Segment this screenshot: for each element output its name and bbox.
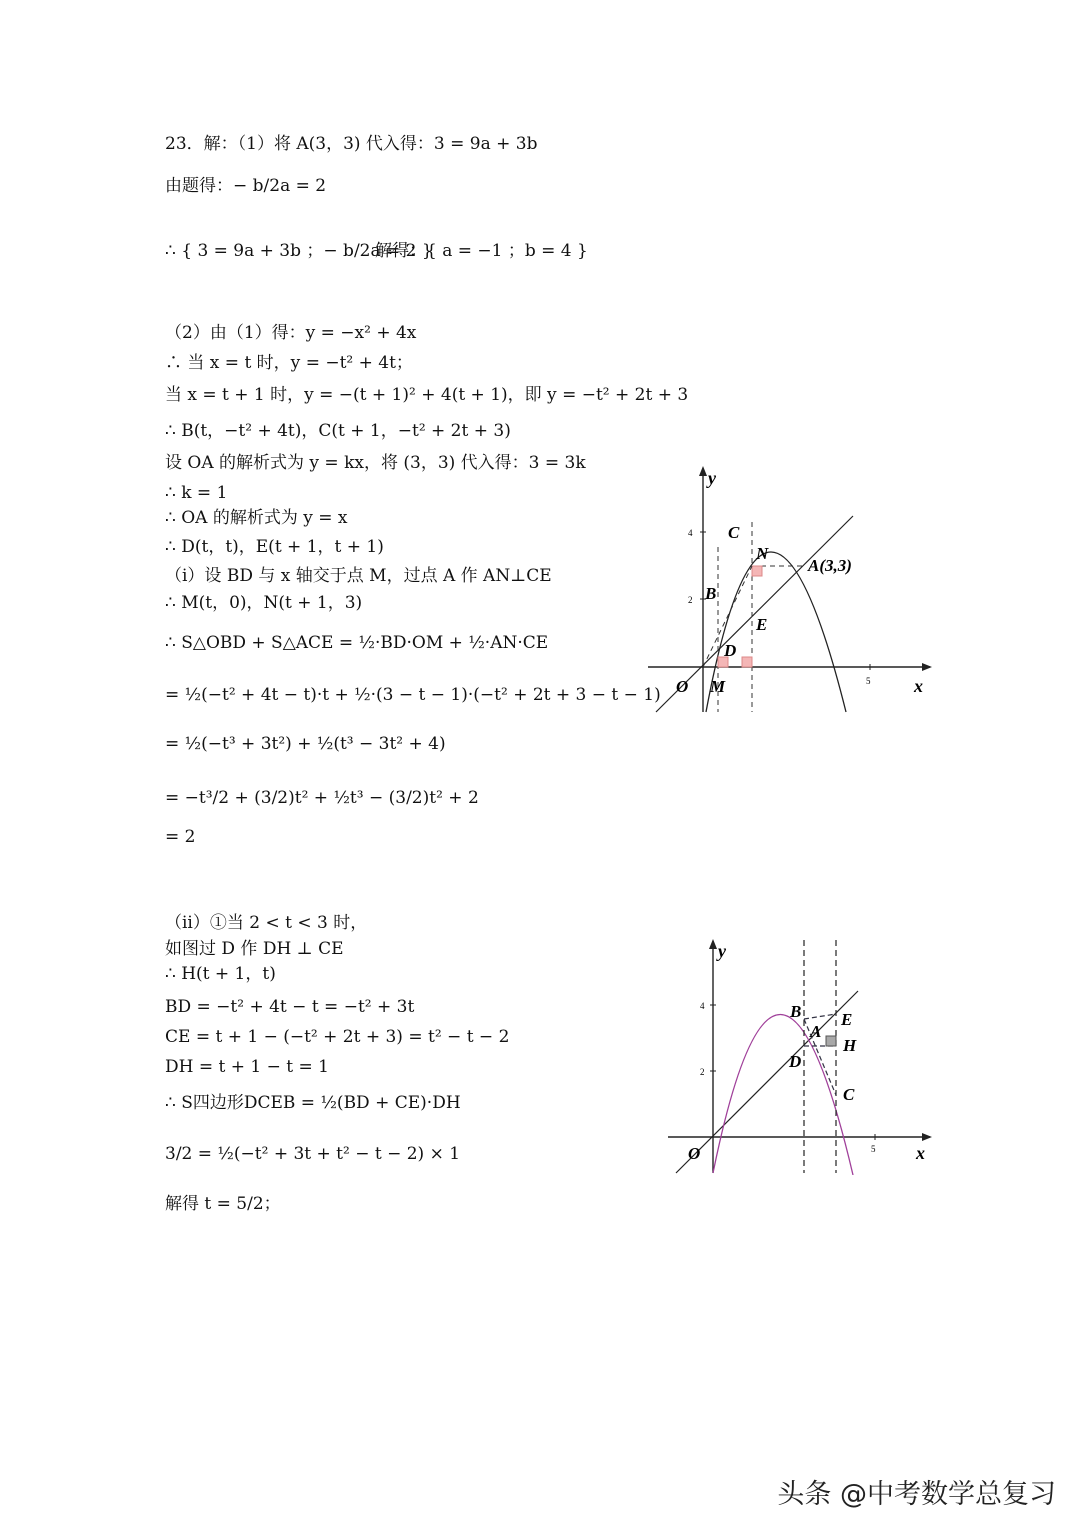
fig2-label-d: D: [789, 1052, 802, 1071]
fig2-label-h: H: [843, 1036, 857, 1055]
fig2-label-o: O: [688, 1144, 701, 1163]
p1-line1: 23．解：（1）将 A(3，3) 代入得：3 = 9a + 3b: [165, 134, 538, 154]
part3-line: CE = t + 1 − (−t² + 2t + 3) = t² − t − 2: [165, 1027, 510, 1047]
fig1-label-b: B: [705, 584, 717, 603]
figure-1: [648, 462, 940, 717]
fig2-label-e: E: [841, 1010, 853, 1029]
fig1-tick-2: 2: [688, 595, 693, 605]
part2-line: ∴ OA 的解析式为 y = x: [165, 508, 348, 528]
part3-line: DH = t + 1 − t = 1: [165, 1057, 329, 1077]
fig1-parabola: [706, 552, 846, 712]
p1-line2: 由题得：− b/2a = 2: [165, 176, 327, 196]
part2-line: ∴ D(t，t)，E(t + 1，t + 1): [165, 537, 384, 557]
part2-line: ∴ B(t，−t² + 4t)，C(t + 1，−t² + 2t + 3): [165, 421, 511, 441]
fig1-label-c: C: [728, 523, 740, 542]
fig1-right-angle-n: [752, 566, 762, 576]
fig2-label-c: C: [843, 1085, 855, 1104]
watermark: 头条 @中考数学总复习: [777, 1479, 1056, 1510]
fig1-x-arrow: [922, 663, 932, 671]
part2-line: 当 x = t + 1 时，y = −(t + 1)² + 4(t + 1)，即 y = −t² + 2t + 3: [165, 385, 689, 405]
part3-line: ∴ H(t + 1，t): [165, 964, 276, 984]
fig1-label-x: x: [914, 676, 923, 696]
fig1-label-o: O: [676, 677, 689, 696]
fig1-marker-e: [742, 657, 752, 667]
part3-line: ∴ S四边形DCEB = ½(BD + CE)·DH: [165, 1093, 461, 1113]
part2-line: ∴ k = 1: [165, 483, 228, 503]
figure-2: [668, 935, 940, 1175]
fig1-label-a: A(3,3): [808, 556, 852, 575]
fig2-label-y: y: [718, 941, 726, 961]
fig2-tick-5: 5: [871, 1144, 876, 1154]
fig2-tick-2: 2: [700, 1067, 705, 1077]
part2-line: = ½(−t³ + 3t²) + ½(t³ − 3t² + 4): [165, 734, 446, 754]
part3-line: BD = −t² + 4t − t = −t² + 3t: [165, 997, 415, 1017]
part2-line: 设 OA 的解析式为 y = kx，将 (3，3) 代入得：3 = 3k: [165, 453, 586, 473]
part2-line: ∴ M(t，0)，N(t + 1，3): [165, 593, 363, 613]
part3-line: 解得 t = 5/2；: [165, 1194, 281, 1214]
fig2-right-angle-h: [826, 1036, 836, 1046]
part3-line: 如图过 D 作 DH ⊥ CE: [165, 939, 344, 959]
fig1-label-e: E: [756, 615, 768, 634]
p1-line3-solution: 解得：{ a = −1 ；b = 4 }: [375, 241, 588, 261]
fig1-label-m: M: [710, 677, 726, 696]
fig1-label-y: y: [708, 468, 716, 488]
part3-line: 3/2 = ½(−t² + 3t + t² − t − 2) × 1: [165, 1144, 461, 1164]
part2-line: ∴ 当 x = t 时，y = −t² + 4t；: [165, 353, 413, 373]
fig2-label-a: A: [810, 1022, 822, 1041]
part2-line: （i）设 BD 与 x 轴交于点 M，过点 A 作 AN⊥CE: [165, 566, 552, 586]
part2-line: （2）由（1）得：y = −x² + 4x: [165, 323, 417, 343]
fig2-tick-4: 4: [700, 1001, 705, 1011]
part2-line: = ½(−t² + 4t − t)·t + ½·(3 − t − 1)·(−t² + 2t + 3 − t − 1): [165, 685, 661, 705]
fig1-y-arrow: [699, 466, 707, 476]
fig2-label-b: B: [790, 1002, 802, 1021]
p1-line3: ∴ { 3 = 9a + 3b ；− b/2a = 2 }: [165, 241, 433, 261]
fig1-tick-5: 5: [866, 676, 871, 686]
part2-line: ∴ S△OBD + S△ACE = ½·BD·OM + ½·AN·CE: [165, 633, 549, 653]
fig1-label-n: N: [756, 544, 769, 563]
fig1-tick-4: 4: [688, 528, 693, 538]
part3-line: （ii）①当 2 < t < 3 时，: [165, 913, 368, 933]
part2-line: = −t³/2 + (3/2)t² + ½t³ − (3/2)t² + 2: [165, 788, 479, 808]
part2-line: = 2: [165, 827, 196, 847]
fig2-label-x: x: [916, 1143, 925, 1163]
fig1-label-d: D: [724, 641, 737, 660]
